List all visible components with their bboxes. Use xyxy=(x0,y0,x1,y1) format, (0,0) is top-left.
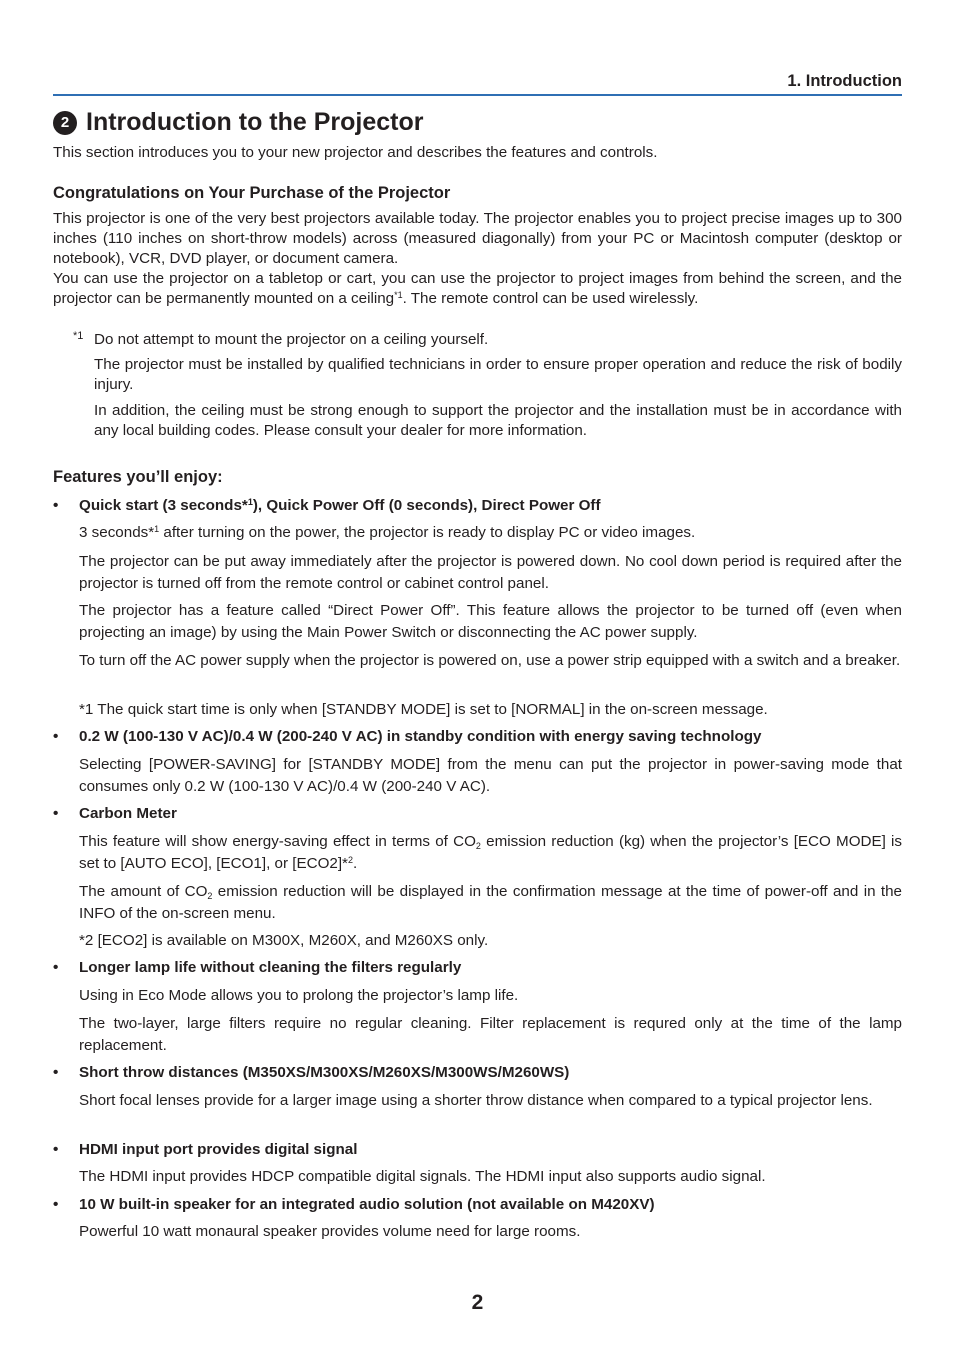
feature-paragraph: The amount of $CO_2$ emission reduction will be displayed in the confirmation message at the time of power-off and in the INFO of the on-screen menu. xyxy=(79,883,902,922)
bullet: • xyxy=(53,728,59,745)
title-text: Introduction to the Projector xyxy=(86,108,424,136)
bullet: • xyxy=(53,1141,59,1158)
page-number: 2 xyxy=(471,1291,484,1314)
feature-paragraph: Powerful 10 watt monaural speaker provides volume need for large rooms. xyxy=(79,1223,581,1240)
feature-paragraph: To turn off the AC power supply when the projector is powered on, use a power strip equipped with a switch and a breaker. xyxy=(79,652,901,669)
section-number-badge: 2 xyxy=(53,111,77,135)
feature-note: *2 [ECO2] is available on M300X, M260X, and M260XS only. xyxy=(79,932,489,949)
bullet: • xyxy=(53,959,59,976)
intro-text: This section introduces you to your new projector and describes the features and controls. xyxy=(53,144,658,161)
footnote-marker: *1 xyxy=(73,330,84,342)
feature-note: *1 The quick start time is only when [STANDBY MODE] is set to [NORMAL] in the on-screen message. xyxy=(79,701,768,718)
feature-paragraph: This feature will show energy-saving effect in terms of $CO_2$ emission reduction (kg) when the projector’s [ECO MODE] is set to [AUTO ECO], [ECO1], or [ECO2]*$^2$. xyxy=(79,833,902,872)
features-heading: Features you’ll enjoy: xyxy=(53,468,223,486)
running-head: 1. Introduction xyxy=(53,72,902,96)
feature-paragraph: Using in Eco Mode allows you to prolong the projector’s lamp life. xyxy=(79,987,519,1004)
footnote-ref: *1 xyxy=(394,290,403,300)
bullet: • xyxy=(53,497,59,514)
feature-paragraph: The projector can be put away immediately after the projector is powered down. No cool down period is required after the projector is turned off from the remote control or cabinet control panel. xyxy=(79,553,902,592)
footnote-line-1: Do not attempt to mount the projector on a ceiling yourself. xyxy=(94,331,489,348)
bullet: • xyxy=(53,805,59,822)
footnote-line-2: The projector must be installed by qualified technicians in order to ensure proper operation and reduce the risk of bodily injury. xyxy=(94,356,902,393)
bullet: • xyxy=(53,1064,59,1081)
footnote-line-3: In addition, the ceiling must be strong enough to support the projector and the installation must be in accordance with any local building codes. Please consult your dealer for more information. xyxy=(94,402,902,439)
feature-paragraph: The projector has a feature called “Direct Power Off”. This feature allows the projector to be turned off (even when projecting an image) by using the Main Power Switch or disconnecting the AC power supply. xyxy=(79,602,902,641)
feature-paragraph: The two-layer, large filters require no regular cleaning. Filter replacement is requred only at the time of the lamp replacement. xyxy=(79,1015,902,1054)
feature-paragraph: Short focal lenses provide for a larger image using a shorter throw distance when compared to a typical projector lens. xyxy=(79,1092,873,1109)
page-title xyxy=(53,108,424,137)
feature-paragraph: The HDMI input provides HDCP compatible digital signals. The HDMI input also supports audio signal. xyxy=(79,1168,766,1185)
feature-paragraph: Selecting [POWER-SAVING] for [STANDBY MODE] from the menu can put the projector in power-saving mode that consumes only 0.2 W (100-130 V AC)/0.4 W (200-240 V AC). xyxy=(79,756,902,795)
congrats-para-1: This projector is one of the very best projectors available today. The projector enables you to project precise images up to 300 inches (110 inches on short-throw models) across (measured diagonally) from your PC or Macintosh computer (desktop or notebook), VCR, DVD player, or document camera. xyxy=(53,210,902,267)
congrats-para-2: You can use the projector on a tabletop or cart, you can use the projector to project images from behind the screen, and the projector can be permanently mounted on a ceiling$^{*1}$. The remote control can be used wirelessly. xyxy=(53,270,902,307)
bullet: • xyxy=(53,1196,59,1213)
congrats-heading: Congratulations on Your Purchase of the Projector xyxy=(53,184,451,202)
feature-paragraph: 3 seconds*$^1$ after turning on the power, the projector is ready to display PC or video images. xyxy=(79,524,696,541)
